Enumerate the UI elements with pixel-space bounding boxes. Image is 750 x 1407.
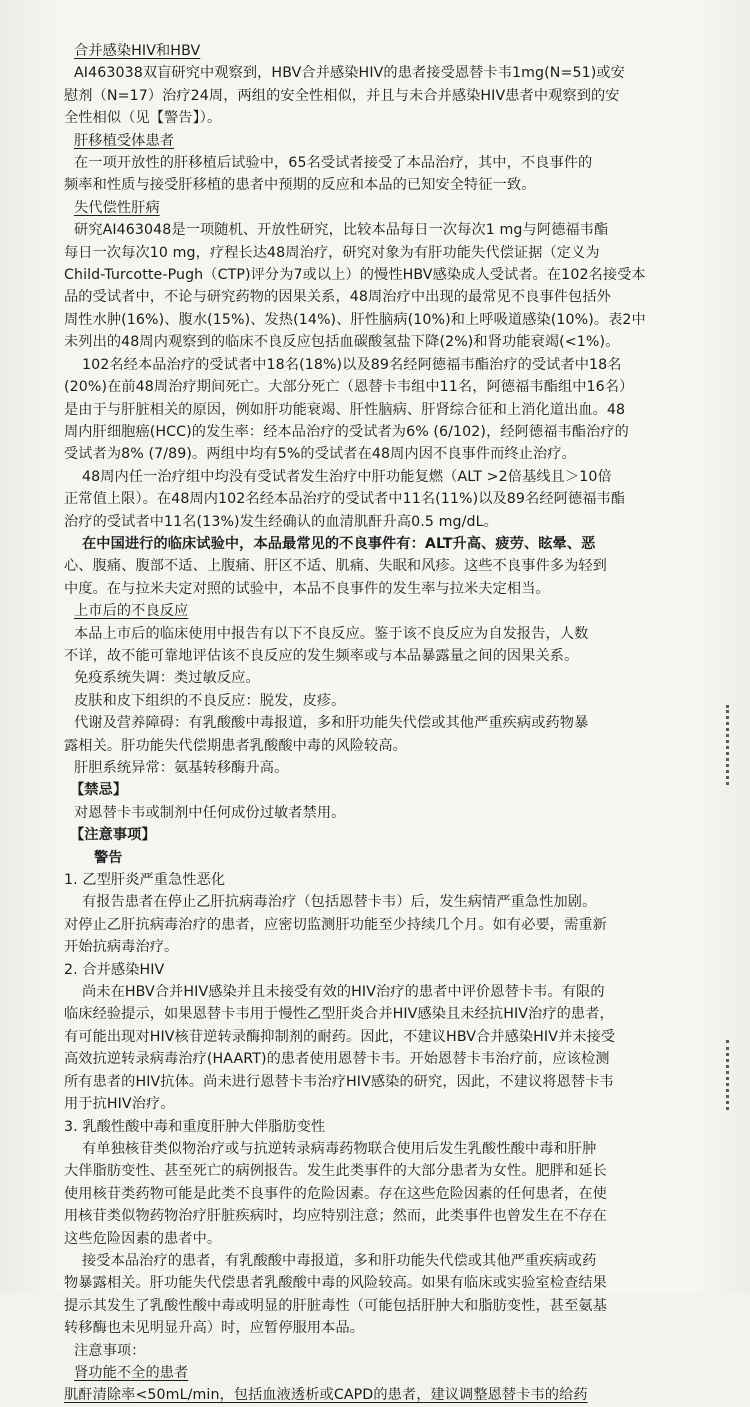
text-line: 这些危险因素的患者中。 [64,1230,222,1247]
section-heading: 合并感染HIV和HBV [74,43,201,59]
text-line: 不详，故不能可靠地评估该不良反应的发生频率或与本品暴露量之间的因果关系。 [64,647,579,664]
text-line: 临床经验提示，如果恩替卡韦用于慢性乙型肝炎合并HIV感染且未经抗HIV治疗的患者， [64,1006,614,1023]
text-line: 转移酶也未见明显升高）时，应暂停服用本品。 [64,1320,365,1337]
text-line: 对恩替卡韦或制剂中任何成份过敏者禁用。 [74,804,346,821]
text-line: 心、腹痛、腹部不适、上腹痛、肝区不适、肌痛、失眠和风疹。这些不良事件多为轻到 [64,558,607,575]
text-line: 本品上市后的临床使用中报告有以下不良反应。鉴于该不良反应为自发报告，人数 [74,625,589,642]
numbered-heading: 1. 乙型肝炎严重急性恶化 [64,872,226,889]
text-line: 注意事项： [74,1342,146,1359]
section-heading: 失代偿性肝病 [74,199,160,216]
text-line: 所有患者的HIV抗体。尚未进行恩替卡韦治疗HIV感染的研究，因此，不建议将恩替卡韦 [64,1073,614,1090]
section-heading: 【注意事项】 [70,827,156,844]
text-line: 肌酐清除率<50mL/min，包括血液透析或CAPD的患者，建议调整恩替卡韦的给药 [64,1387,588,1404]
text-line: (20%)在前48周治疗期间死亡。大部分死亡（恩替卡韦组中11名，阿德福韦酯组中16名） [64,379,634,396]
text-line: 是由于与肝脏相关的原因，例如肝功能衰竭、肝性脑病、肝肾综合征和上消化道出血。48 [64,401,626,418]
section-heading: 【禁忌】 [70,782,128,799]
section-heading: 肾功能不全的患者 [74,1364,189,1381]
text-line: 有单独核苷类似物治疗或与抗逆转录病毒药物联合使用后发生乳酸性酸中毒和肝肿 [82,1140,597,1157]
text-line: 周性水肿(16%)、腹水(15%)、发热(14%)、肝性脑病(10%)和上呼吸道感染(10%)。表2中 [64,311,646,328]
text-line: 每日一次每次10 mg，疗程长达48周治疗，研究对象为有肝功能失代偿证据（定义为 [64,244,600,261]
numbered-heading: 3. 乳酸性酸中毒和重度肝肿大伴脂肪变性 [64,1118,326,1135]
text-line: 受试者为8% (7/89)。两组中均有5%的受试者在48周内因不良事件而终止治疗。 [64,446,576,463]
text-line: 物暴露相关。肝功能失代偿患者乳酸酸中毒的风险较高。如果有临床或实验室检查结果 [64,1275,607,1292]
text-line: 中度。在与拉米夫定对照的试验中，本品不良事件的发生率与拉米夫定相当。 [64,580,550,597]
margin-mark [726,705,732,785]
text-line: 在一项开放性的肝移植后试验中，65名受试者接受了本品治疗，其中，不良事件的 [74,155,593,172]
text-line: Child-Turcotte-Pugh（CTP)评分为7或以上）的慢性HBV感染成人受试者。在102名接受本 [64,267,646,284]
text-line: 48周内任一治疗组中均没有受试者发生治疗中肝功能复燃（ALT >2倍基线且＞10倍 [82,468,612,485]
text-line: 对停止乙肝抗病毒治疗的患者，应密切监测肝功能至少持续几个月。如有必要，需重新 [64,916,607,933]
text-line: 使用核苷类药物可能是此类不良事件的危险因素。存在这些危险因素的任何患者，在使 [64,1185,607,1202]
text-line: 尚未在HBV合并HIV感染并且未接受有效的HIV治疗的患者中评价恩替卡韦。有限的 [82,984,605,1001]
text-line: 治疗的受试者中11名(13%)发生经确认的血清肌酐升高0.5 mg/dL。 [64,513,498,530]
section-heading: 上市后的不良反应 [74,603,189,620]
margin-mark [726,1040,732,1110]
text-line: 全性相似（见【警告】）。 [64,110,222,127]
section-heading: 警告 [94,849,123,866]
text-line: 皮肤和皮下组织的不良反应：脱发，皮疹。 [74,692,346,709]
text-line: 用核苷类似物药物治疗肝脏疾病时，均应特别注意；然而，此类事件也曾发生在不存在 [64,1208,607,1225]
text-line: 肝胆系统异常：氨基转移酶升高。 [74,760,289,776]
text-line: 开始抗病毒治疗。 [64,939,179,956]
text-line: 用于抗HIV治疗。 [64,1096,175,1113]
text-line: 周内肝细胞癌(HCC)的发生率：经本品治疗的受试者为6% (6/102)，经阿德福韦酯治疗的 [64,423,629,440]
text-line: 免疫系统失调：类过敏反应。 [74,670,260,687]
text-line: 慰剂（N=17）治疗24周，两组的安全性相似，并且与未合并感染HIV患者中观察到的安 [64,87,620,104]
text-line: 频率和性质与接受肝移植的患者中预期的反应和本品的已知安全特征一致。 [64,177,536,194]
text-line: 品的受试者中，不论与研究药物的因果关系，48周治疗中出现的最常见不良事件包括外 [64,289,611,306]
text-line: 高效抗逆转录病毒治疗(HAART)的患者使用恩替卡韦。开始恩替卡韦治疗前，应该检测 [64,1051,610,1068]
text-line: 有报告患者在停止乙肝抗病毒治疗（包括恩替卡韦）后，发生病情严重急性加剧。 [82,894,597,911]
text-line: 研究AI463048是一项随机、开放性研究，比较本品每日一次每次1 mg与阿德福韦酯 [74,222,609,239]
text-line: 大伴脂肪变性、甚至死亡的病例报告。发生此类事件的大部分患者为女性。肥胖和延长 [64,1163,607,1180]
text-line: 露相关。肝功能失代偿期患者乳酸酸中毒的风险较高。 [64,737,407,754]
text-line: 有可能出现对HIV核苷逆转录酶抑制剂的耐药。因此，不建议HBV合并感染HIV并未接受 [64,1028,616,1045]
text-line: 提示其发生了乳酸性酸中毒或明显的肝脏毒性（可能包括肝肿大和脂肪变性，甚至氨基 [64,1297,607,1314]
text-line: 在中国进行的临床试验中，本品最常见的不良事件有：ALT升高、疲劳、眩晕、恶 [82,535,596,552]
text-line: 正常值上限）。在48周内102名经本品治疗的受试者中11名(11%)以及89名经阿德福韦酯 [64,491,626,508]
text-line: 102名经本品治疗的受试者中18名(18%)以及89名经阿德福韦酯治疗的受试者中18名 [82,356,622,373]
text-line: AI463038双盲研究中观察到，HBV合并感染HIV的患者接受恩替卡韦1mg(N=51)或安 [74,65,625,82]
text-line: 接受本品治疗的患者，有乳酸酸中毒报道，多和肝功能失代偿或其他严重疾病或药 [82,1252,597,1269]
text-line: 代谢及营养障碍：有乳酸酸中毒报道，多和肝功能失代偿或其他严重疾病或药物暴 [74,715,589,732]
numbered-heading: 2. 合并感染HIV [64,961,165,978]
section-heading: 肝移植受体患者 [74,132,175,149]
text-line: 未列出的48周内观察到的临床不良反应包括血碳酸氢盐下降(2%)和肾功能衰竭(<1%)。 [64,334,620,351]
